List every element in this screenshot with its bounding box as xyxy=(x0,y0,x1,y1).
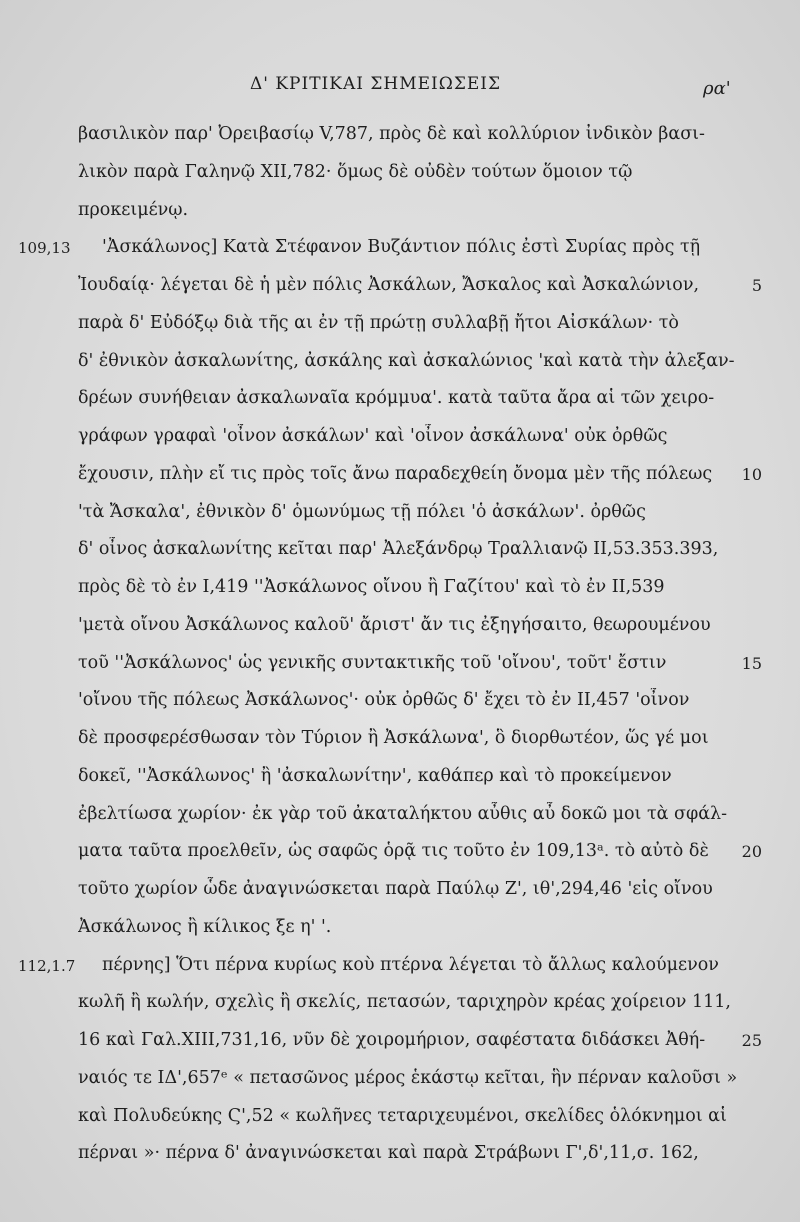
line-text: ναιός τε ΙΔ',657ᵉ « πετασῶνος μέρος ἑκάστῳ κεῖται, ἣν πέρναν καλοῦσι » xyxy=(78,1067,738,1088)
text-line xyxy=(0,1060,800,1098)
text-line xyxy=(0,456,800,494)
text-line xyxy=(0,154,800,192)
text-line xyxy=(0,909,800,947)
running-header xyxy=(0,70,800,100)
line-text: πρὸς δὲ τὸ ἐν I,419 ''Ἀσκάλωνος οἴνου ἢ Γαζίτου' καὶ τὸ ἐν II,539 xyxy=(78,577,665,597)
text-line xyxy=(0,682,800,720)
text-line xyxy=(0,833,800,871)
line-text: πέρνης] Ὅτι πέρνα κυρίως κοὺ πτέρνα λέγεται τὸ ἄλλως καλούμενον xyxy=(102,954,719,975)
line-text: βασιλικὸν παρ' Ὀρειβασίῳ V,787, πρὸς δὲ καὶ κολλύριον ἰνδικὸν βασι- xyxy=(78,124,705,144)
line-text: καὶ Πολυδεύκης Ϛ',52 « κωλῆνες τεταριχευμένοι, σκελίδες ὁλόκνημοι αἱ xyxy=(78,1105,727,1126)
line-text: 16 καὶ Γαλ.XIII,731,16, νῦν δὲ χοιρομήριον, σαφέστατα διδάσκει Ἀθή- xyxy=(78,1030,706,1050)
line-text: κωλῆ ἢ κωλήν, σχελὶς ἢ σκελίς, πετασών, ταριχηρὸν κρέας χοίρειον 111, xyxy=(78,992,731,1013)
line-text: δὲ προσφερέσθωσαν τὸν Τύριον ἢ Ἀσκάλωνα', ὃ διορθωτέον, ὥς γέ μοι xyxy=(78,728,709,748)
text-line xyxy=(0,229,800,267)
text-line xyxy=(0,645,800,683)
line-reference: 109,13 xyxy=(18,239,71,258)
text-line xyxy=(0,494,800,532)
line-text: προκειμένῳ. xyxy=(78,199,189,220)
line-number: 20 xyxy=(741,842,762,862)
text-line xyxy=(0,796,800,834)
text-line xyxy=(0,758,800,796)
line-text: γράφων γραφαὶ 'οἶνον ἀσκάλων' καὶ 'οἶνον ἀσκάλωνα' οὐκ ὀρθῶς xyxy=(78,426,668,446)
line-text: Ἀσκάλωνος ἢ κίλικος ξε η' '. xyxy=(78,916,332,937)
text-line xyxy=(0,569,800,607)
text-line xyxy=(0,343,800,381)
line-text: τοῦτο χωρίον ὧδε ἀναγινώσκεται παρὰ Παύλῳ Z', ιθ',294,46 'εἰς οἴνου xyxy=(78,879,713,899)
page-number: ρα' xyxy=(703,78,731,99)
text-line xyxy=(0,531,800,569)
line-text: ἐβελτίωσα χωρίον· ἐκ γὰρ τοῦ ἀκαταλήκτου αὖθις αὖ δοκῶ μοι τὰ σφάλ- xyxy=(78,803,728,824)
text-line xyxy=(0,380,800,418)
line-text: 'τὰ Ἄσκαλα', ἐθνικὸν δ' ὁμωνύμως τῇ πόλει 'ὁ ἀσκάλων'. ὀρθῶς xyxy=(78,501,646,522)
line-text: λικὸν παρὰ Γαληνῷ XII,782· ὅμως δὲ οὐδὲν τούτων ὅμοιον τῷ xyxy=(78,161,633,182)
text-line xyxy=(0,267,800,305)
line-text: 'Ἀσκάλωνος] Κατὰ Στέφανον Βυζάντιον πόλις ἐστὶ Συρίας πρὸς τῇ xyxy=(102,237,701,258)
text-line xyxy=(0,192,800,230)
line-text: δ' οἶνος ἀσκαλωνίτης κεῖται παρ' Ἀλεξάνδρῳ Τραλλιανῷ II,53.353.393, xyxy=(78,539,719,560)
text-line xyxy=(0,984,800,1022)
line-number: 10 xyxy=(741,464,762,484)
line-text: δ' ἐθνικὸν ἀσκαλωνίτης, ἀσκάλης καὶ ἀσκαλώνιος 'καὶ κατὰ τὴν ἀλεξαν- xyxy=(78,350,735,371)
line-text: παρὰ δ' Εὐδόξῳ διὰ τῆς αι ἐν τῇ πρώτῃ συλλαβῇ ἤτοι Αἰσκάλων· τὸ xyxy=(78,312,679,333)
body-text xyxy=(0,116,800,1173)
text-line xyxy=(0,1098,800,1136)
text-line xyxy=(0,1022,800,1060)
line-number: 5 xyxy=(751,276,762,295)
text-line xyxy=(0,720,800,758)
text-line xyxy=(0,607,800,645)
line-text: 'μετὰ οἴνου Ἀσκάλωνος καλοῦ' ἄριστ' ἄν τις ἐξηγήσαιτο, θεωρουμένου xyxy=(78,614,711,635)
text-line xyxy=(0,1135,800,1173)
text-line xyxy=(0,871,800,909)
line-text: δοκεῖ, ''Ἀσκάλωνος' ἢ 'ἀσκαλωνίτην', καθάπερ καὶ τὸ προκείμενον xyxy=(78,765,672,786)
line-reference: 112,1.7 xyxy=(18,956,76,975)
running-title: Δ' ΚΡΙΤΙΚΑΙ ΣΗΜΕΙΩΣΕΙΣ xyxy=(250,74,501,94)
text-line xyxy=(0,116,800,154)
line-text: τοῦ ''Ἀσκάλωνος' ὡς γενικῆς συντακτικῆς τοῦ 'οἴνου', τοῦτ' ἔστιν xyxy=(78,652,667,673)
text-line xyxy=(0,947,800,985)
line-text: 'οἴνου τῆς πόλεως Ἀσκάλωνος'· οὐκ ὀρθῶς δ' ἔχει τὸ ἐν II,457 'οἶνον xyxy=(78,690,690,711)
text-line xyxy=(0,305,800,343)
line-text: ματα ταῦτα προελθεῖν, ὡς σαφῶς ὁρᾷ τις τοῦτο ἐν 109,13ᵃ. τὸ αὐτὸ δὲ xyxy=(78,841,709,862)
line-number: 25 xyxy=(741,1031,762,1050)
line-text: ἔχουσιν, πλὴν εἴ τις πρὸς τοῖς ἄνω παραδεχθείη ὄνομα μὲν τῆς πόλεως xyxy=(78,463,713,484)
line-text: δρέων συνήθειαν ἀσκαλωναῖα κρόμμυα'. κατὰ ταῦτα ἄρα αἱ τῶν χειρο- xyxy=(78,388,715,409)
line-text: Ἰουδαίᾳ· λέγεται δὲ ἡ μὲν πόλις Ἀσκάλων, Ἄσκαλος καὶ Ἀσκαλώνιον, xyxy=(78,275,700,295)
line-number: 15 xyxy=(741,653,762,673)
text-line xyxy=(0,418,800,456)
line-text: πέρναι »· πέρνα δ' ἀναγινώσκεται καὶ παρὰ Στράβωνι Γ',δ',11,σ. 162, xyxy=(78,1143,699,1164)
